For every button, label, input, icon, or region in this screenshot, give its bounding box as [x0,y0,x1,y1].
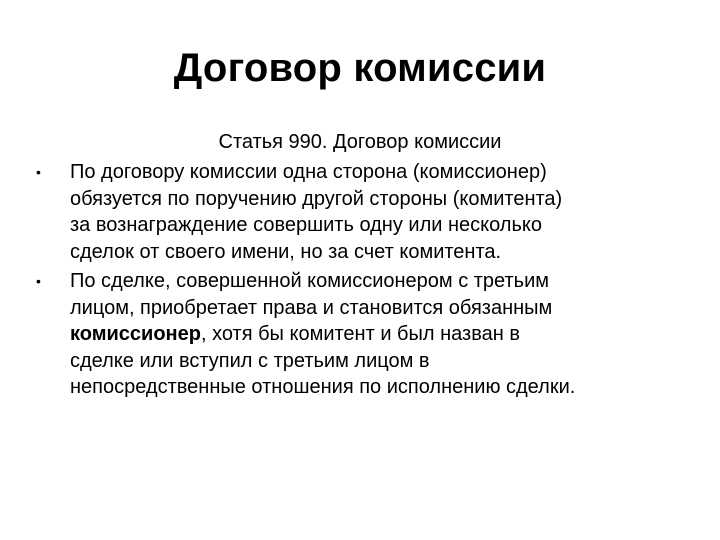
bullet-icon: • [36,164,41,180]
bullet-line: сделке или вступил с третьим лицом в [70,349,430,372]
bullet-item [36,159,696,265]
bullet-list [36,159,696,404]
bullet-line: По договору комиссии одна сторона (комиссионер) [70,161,547,183]
slide-title: Договор комиссии [173,46,547,90]
bullet-icon: • [36,273,41,289]
slide-subtitle: Статья 990. Договор комиссии [218,131,502,153]
bullet-line: лицом, приобретает права и становится обязанным [70,296,553,319]
bullet-line-with-emphasis [70,321,696,348]
bullet-line-tail: , хотя бы комитент и был назван в [200,323,520,345]
bullet-line: По сделке, совершенной комиссионером с третьим [70,270,550,292]
bullet-line: за вознаграждение совершить одну или несколько [70,214,542,236]
bullet-item [36,268,696,401]
bullet-line: непосредственные отношения по исполнению сделки. [70,376,576,398]
bullet-line: сделок от своего имени, но за счет комитента. [70,240,502,263]
bold-term: комиссионер [70,323,201,345]
bullet-line: обязуется по поручению другой стороны (комитента) [70,187,563,210]
